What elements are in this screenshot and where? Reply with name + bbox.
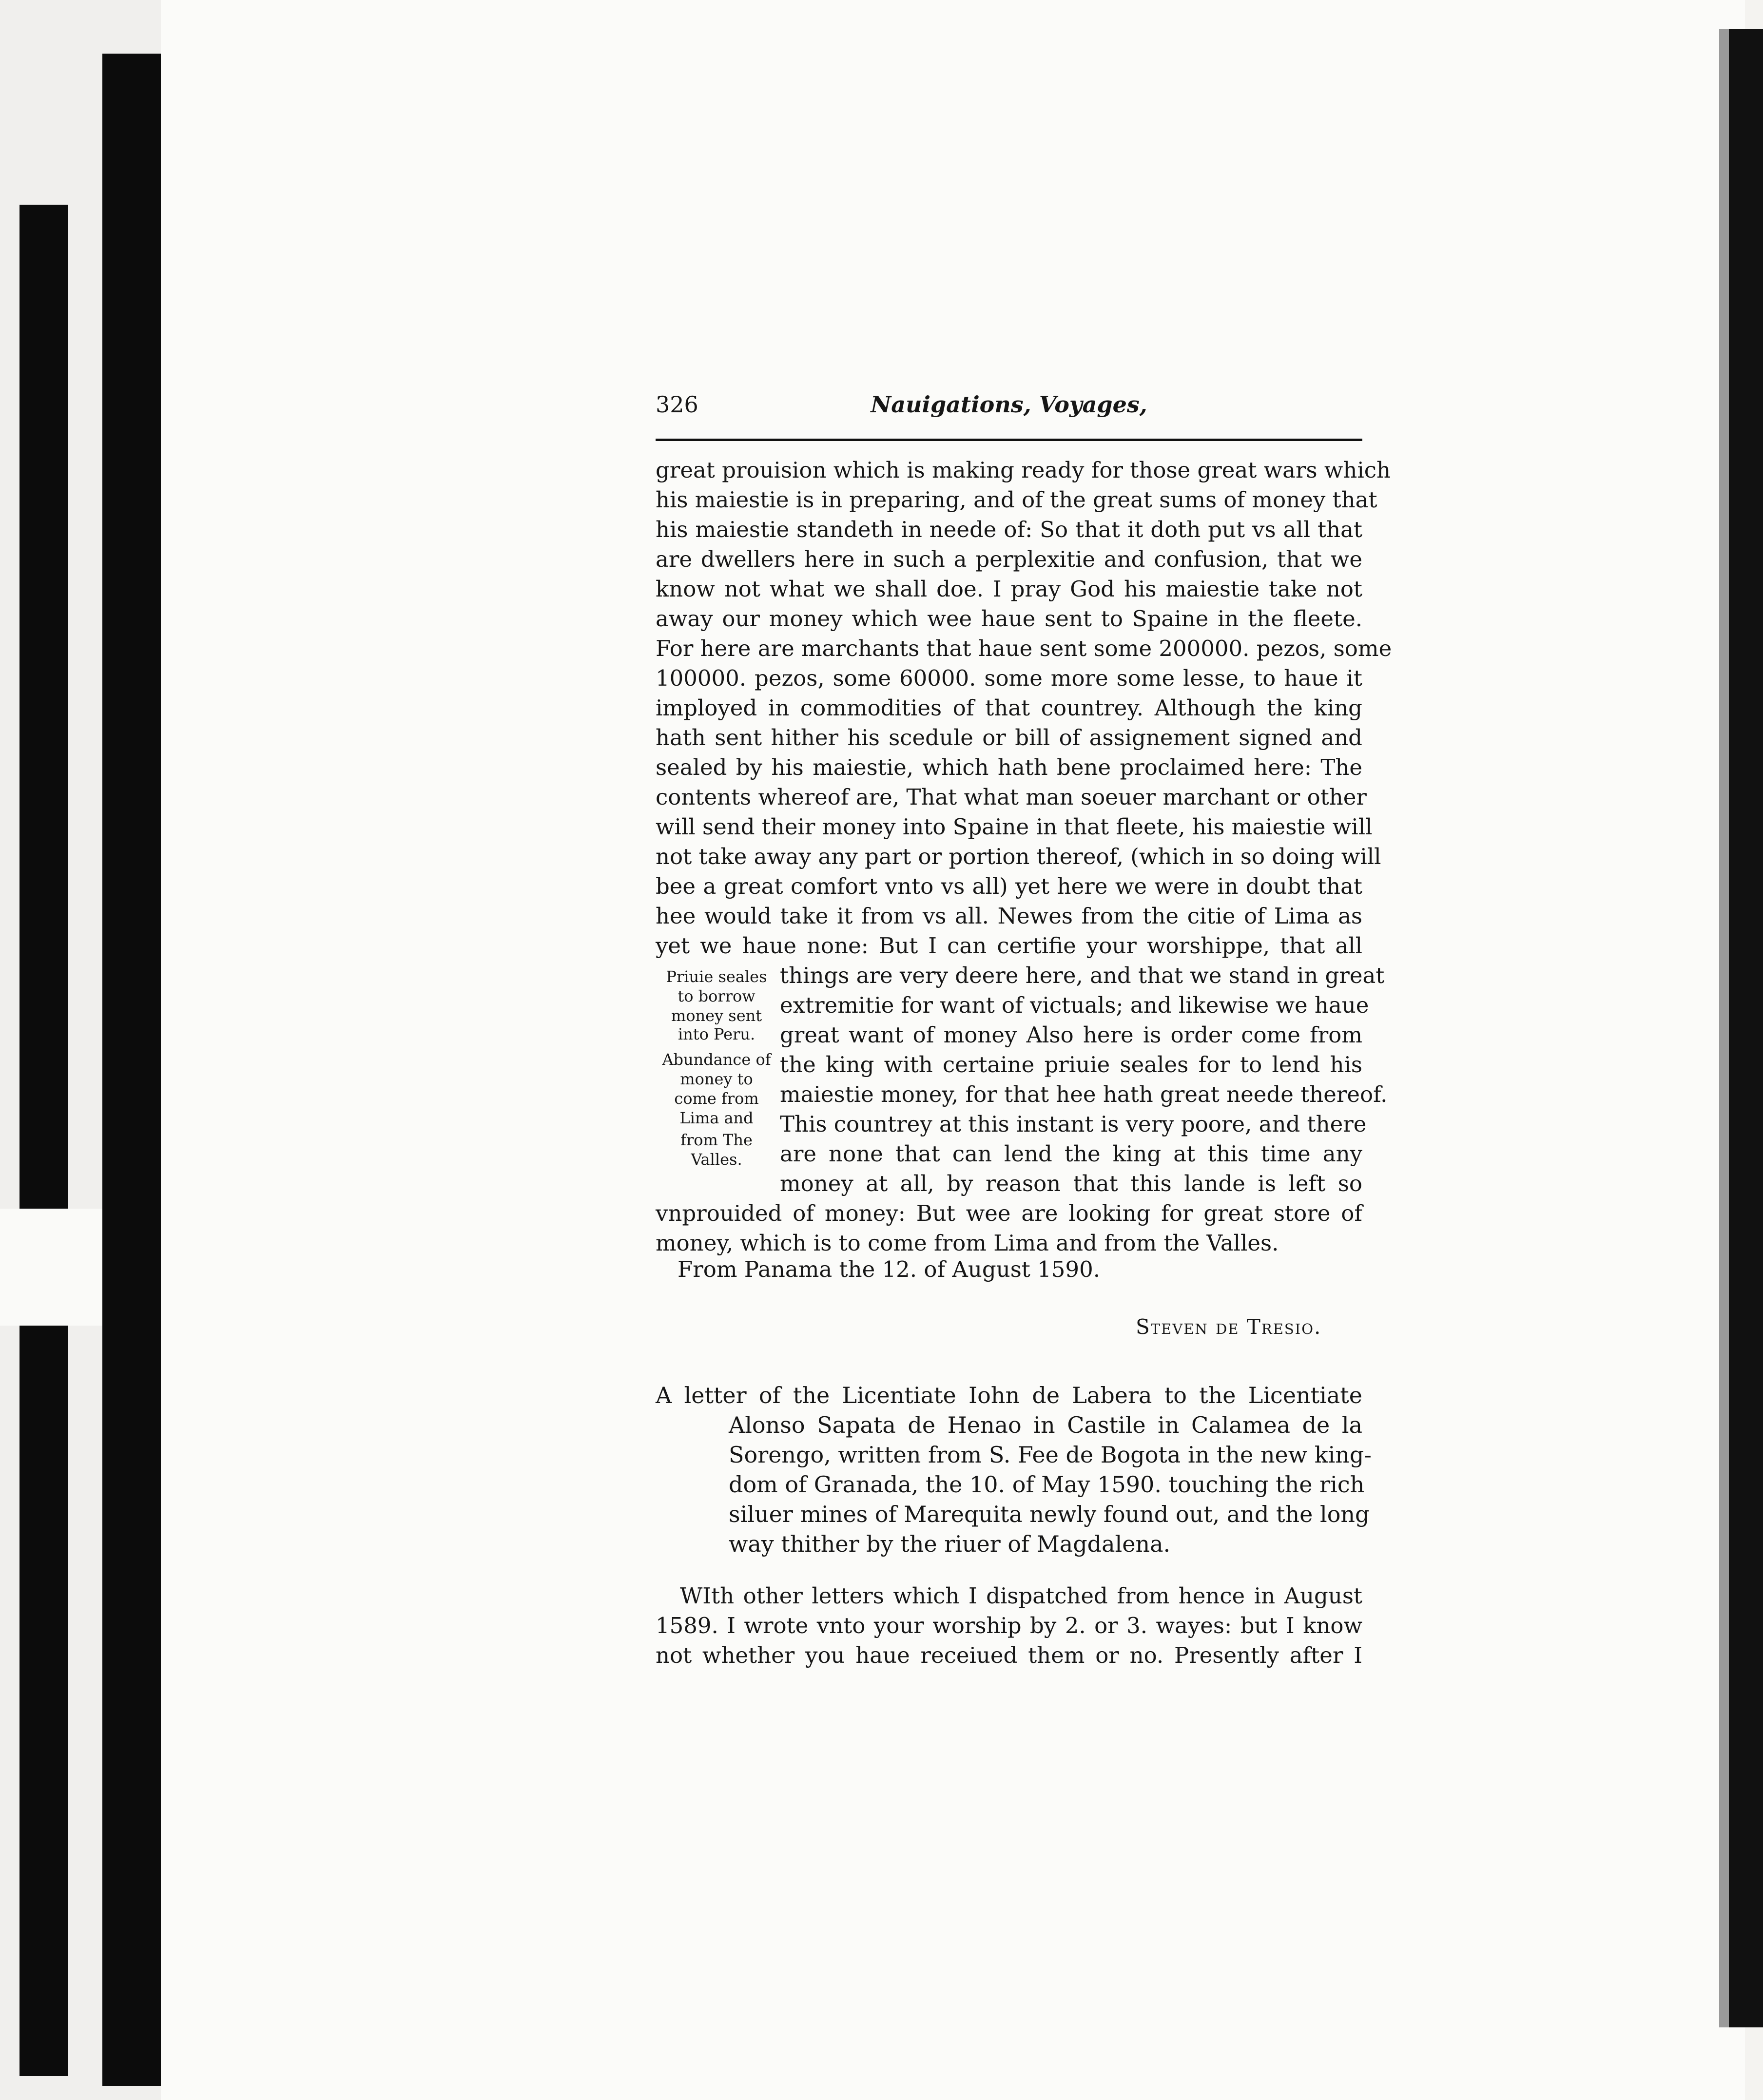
dateline: From Panama the 12. of August 1590. <box>678 1256 1100 1282</box>
heading-line: dom of Granada, the 10. of May 1590. touching the rich <box>729 1471 1365 1498</box>
body-line: sealed by his maiestie, which hath bene proclaimed here: The <box>656 754 1362 780</box>
body-line: maiestie money, for that hee hath great neede thereof. <box>780 1081 1388 1107</box>
margin-note-line: money sent <box>671 1006 762 1025</box>
gutter-shadow-lower <box>19 1326 68 2076</box>
body-line: things are very deere here, and that we stand in great <box>780 963 1385 988</box>
margin-note-line: from The <box>680 1131 753 1149</box>
gutter-shadow-upper <box>19 205 68 1209</box>
heading-line: siluer mines of Marequita newly found out, and the long <box>729 1501 1370 1527</box>
margin-note-line: Abundance of <box>662 1050 771 1069</box>
body-line: 100000. pezos, some 60000. some more some lesse, to haue it <box>656 665 1362 691</box>
body-line: bee a great comfort vnto vs all) yet here we were in doubt that <box>656 873 1362 899</box>
body-line: his maiestie standeth in neede of: So that it doth put vs all that <box>656 517 1362 542</box>
margin-note-line: Lima and <box>679 1109 754 1127</box>
letter-line: 1589. I wrote vnto your worship by 2. or 3. wayes: but I know <box>656 1613 1362 1638</box>
body-line: away our money which wee haue sent to Spaine in the fleete. <box>656 606 1362 632</box>
heading-line: Sorengo, written from S. Fee de Bogota in the new king- <box>729 1442 1372 1468</box>
body-line: yet we haue none: But I can certifie your worshippe, that all <box>656 933 1362 959</box>
letter-line: not whether you haue receiued them or no. Presently after I <box>656 1642 1362 1668</box>
body-line: not take away any part or portion thereof, (which in so doing will <box>656 844 1381 869</box>
signature: Steven de Tresio. <box>1136 1315 1322 1339</box>
page-edge-shadow <box>1719 29 1729 2027</box>
body-line: great prouision which is making ready for those great wars which <box>656 457 1391 483</box>
gutter-gap <box>0 1209 102 1326</box>
body-line: are none that can lend the king at this time any <box>780 1141 1362 1167</box>
page-number: 326 <box>656 391 698 418</box>
body-line: This countrey at this instant is very poore, and there <box>780 1111 1367 1137</box>
letter-line: WIth other letters which I dispatched from hence in August <box>680 1583 1362 1609</box>
margin-note-line: money to <box>680 1070 753 1088</box>
header-rule <box>656 439 1362 441</box>
body-line: great want of money Also here is order come from <box>780 1022 1362 1048</box>
body-line: hath sent hither his scedule or bill of assignement signed and <box>656 725 1362 751</box>
heading-line: A letter of the Licentiate Iohn de Labera to the Licentiate <box>656 1382 1362 1408</box>
body-line: money at all, by reason that this lande is left so <box>780 1171 1362 1196</box>
margin-note-line: come from <box>674 1089 759 1108</box>
page-edge <box>1729 29 1763 2027</box>
gutter-shadow <box>102 54 161 2086</box>
body-line: vnprouided of money: But wee are looking for great store of <box>656 1200 1362 1226</box>
margin-note-line: into Peru. <box>678 1025 756 1043</box>
body-line: imployed in commodities of that countrey. Although the king <box>656 695 1362 721</box>
body-line: his maiestie is in preparing, and of the great sums of money that <box>656 487 1377 513</box>
body-line: contents whereof are, That what man soeuer marchant or other <box>656 784 1367 810</box>
body-line: hee would take it from vs all. Newes from the citie of Lima as <box>656 903 1362 929</box>
body-line: are dwellers here in such a perplexitie and confusion, that we <box>656 546 1362 572</box>
margin-note-line: to borrow <box>678 987 756 1005</box>
body-line: know not what we shall doe. I pray God his maiestie take not <box>656 576 1362 602</box>
margin-note-line: Priuie seales <box>666 967 767 986</box>
margin-note-line: Valles. <box>691 1150 742 1169</box>
heading-line: way thither by the riuer of Magdalena. <box>729 1531 1171 1557</box>
body-line: money, which is to come from Lima and from the Valles. <box>656 1230 1279 1256</box>
running-title: Nauigations, Voyages, <box>871 391 1147 418</box>
body-line: will send their money into Spaine in that fleete, his maiestie will <box>656 814 1373 840</box>
body-line: extremitie for want of victuals; and likewise we haue <box>780 992 1369 1018</box>
running-head <box>656 387 1362 431</box>
heading-line: Alonso Sapata de Henao in Castile in Calamea de la <box>729 1412 1362 1438</box>
body-line: the king with certaine priuie seales for to lend his <box>780 1052 1362 1078</box>
body-line: For here are marchants that haue sent some 200000. pezos, some <box>656 636 1392 661</box>
